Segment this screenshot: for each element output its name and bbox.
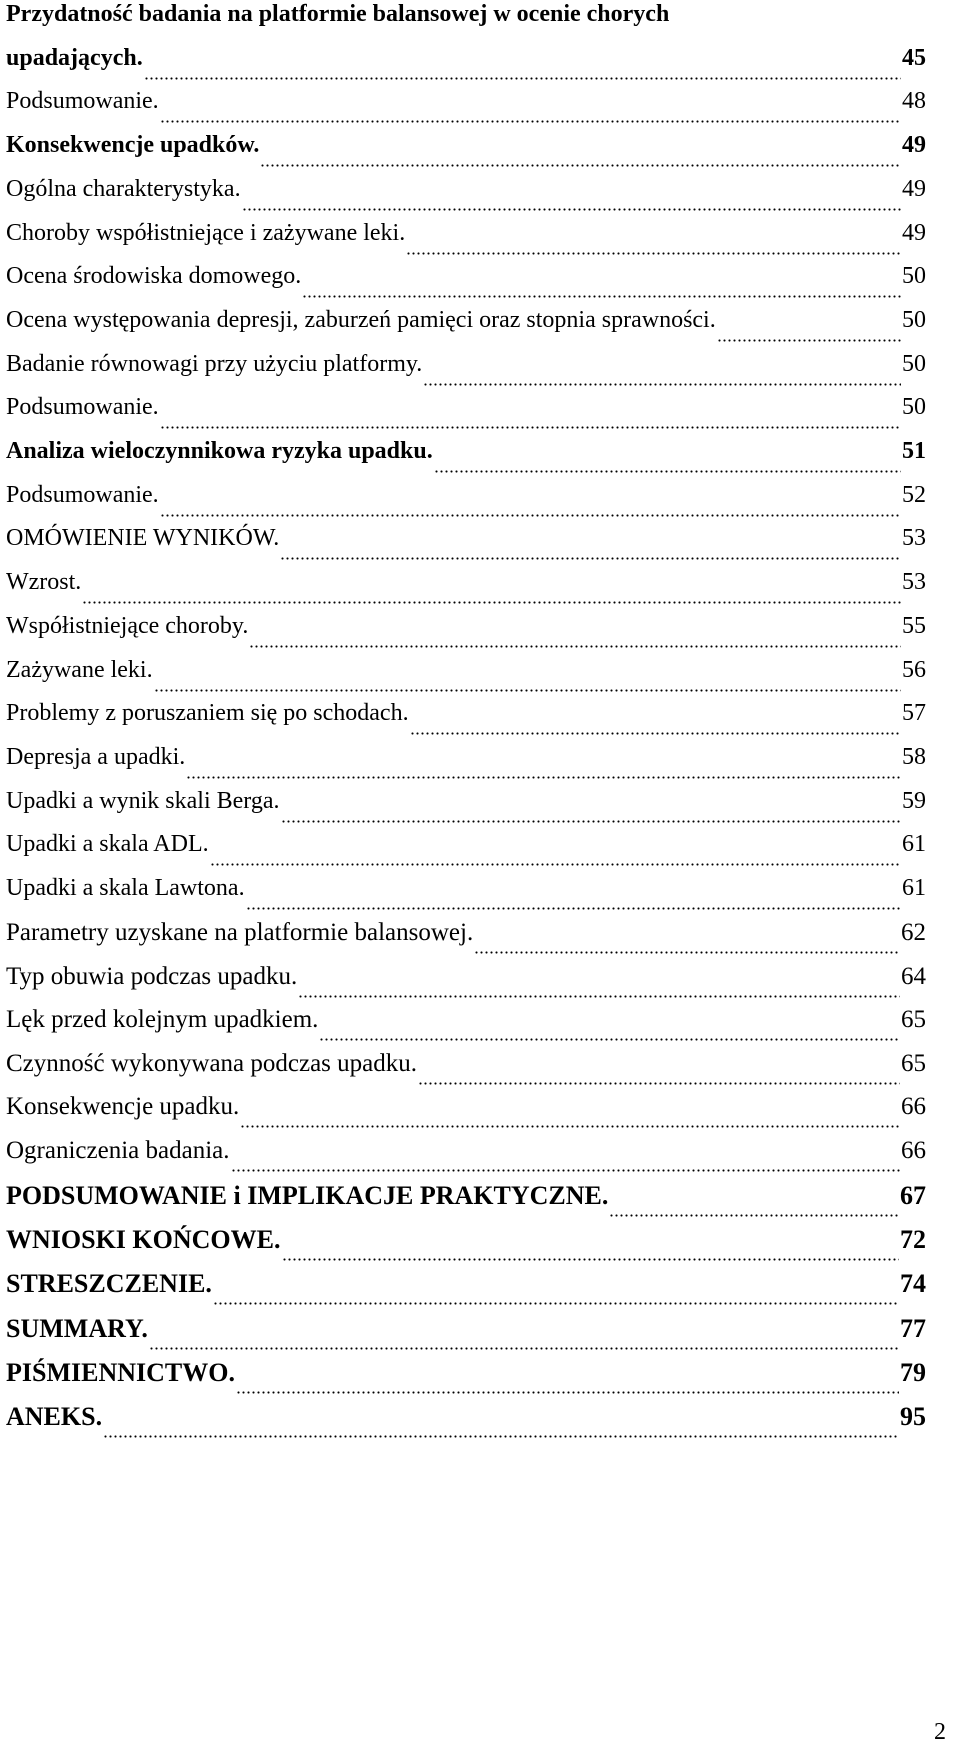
toc-entry-title: Ocena środowiska domowego. <box>6 263 302 290</box>
toc-entry-title: Współistniejące choroby. <box>6 612 249 639</box>
toc-entry-page: 45 <box>902 44 926 71</box>
toc-entry-leader <box>609 1214 899 1217</box>
toc-entry-leader <box>210 863 901 866</box>
toc-entry-title: Konsekwencje upadków. <box>6 132 260 159</box>
toc-entry <box>6 2 926 42</box>
toc-entry-leader <box>418 1082 900 1085</box>
toc-entry-title: SUMMARY. <box>6 1313 148 1343</box>
toc-entry-leader <box>280 557 901 560</box>
toc-entry-leader <box>249 645 901 648</box>
toc-entry-page: 55 <box>902 612 926 639</box>
toc-entry <box>6 264 926 304</box>
toc-entry <box>6 614 926 654</box>
toc-entry-page: 49 <box>902 132 926 159</box>
toc-entry-title: OMÓWIENIE WYNIKÓW. <box>6 525 280 552</box>
toc-entry-leader <box>103 1435 899 1438</box>
toc-entry-leader <box>160 426 901 429</box>
toc-entry-title: PODSUMOWANIE i IMPLIKACJE PRAKTYCZNE. <box>6 1181 609 1210</box>
toc-entry-title: Depresja a upadki. <box>6 743 186 770</box>
toc-entry-title: Ocena występowania depresji, zaburzeń pamięci oraz stopnia sprawności. <box>6 306 716 333</box>
toc-entry <box>6 876 926 916</box>
toc-entry-title: WNIOSKI KOŃCOWE. <box>6 1225 281 1255</box>
toc-entry-leader <box>149 1347 899 1350</box>
toc-entry-page: 58 <box>902 743 926 770</box>
toc-entry-page: 79 <box>900 1357 926 1387</box>
toc-entry-page: 74 <box>900 1269 926 1299</box>
toc-entry-leader <box>160 514 901 517</box>
toc-entry-title: Konsekwencje upadku. <box>6 1093 240 1120</box>
toc-entry-page: 67 <box>900 1181 926 1210</box>
toc-entry-leader <box>236 1391 899 1394</box>
toc-entry <box>6 832 926 872</box>
toc-entry <box>6 439 926 479</box>
toc-entry-page: 61 <box>902 875 926 901</box>
toc-entry-page: 61 <box>902 831 926 858</box>
toc-entry <box>6 177 926 217</box>
toc-entry-title: Typ obuwia podczas upadku. <box>6 962 298 990</box>
toc-entry-title: Choroby współistniejące i zażywane leki. <box>6 219 406 246</box>
toc-entry-title: Przydatność badania na platformie balansowej w ocenie chorych <box>6 1 670 27</box>
toc-entry-title: ANEKS. <box>6 1402 103 1431</box>
toc-entry-leader <box>160 120 901 123</box>
toc-entry <box>6 1094 926 1134</box>
toc-entry-title: upadających. <box>6 44 143 71</box>
toc-entry-leader <box>231 1169 901 1172</box>
toc-entry-title: Podsumowanie. <box>6 481 159 508</box>
toc-entry <box>6 745 926 785</box>
toc-entry-leader <box>298 995 900 998</box>
toc-entry-title: Podsumowanie. <box>6 394 159 421</box>
toc-entry-leader <box>302 295 901 298</box>
toc-entry <box>6 1138 926 1178</box>
toc-entry-page: 53 <box>902 525 926 552</box>
toc-entry <box>6 658 926 698</box>
toc-entry <box>6 701 926 741</box>
toc-entry-page: 72 <box>900 1225 926 1255</box>
toc-entry-title: Parametry uzyskane na platformie balansowej. <box>6 919 474 946</box>
toc-entry-leader <box>282 1258 900 1261</box>
toc-entry-title: Upadki a skala ADL. <box>6 831 209 858</box>
toc-entry-page: 52 <box>902 481 926 508</box>
toc-entry-title: Podsumowanie. <box>6 88 159 115</box>
toc-entry-leader <box>717 339 901 342</box>
toc-entry-page: 50 <box>902 263 926 290</box>
toc-entry-leader <box>213 1302 899 1305</box>
toc-entry <box>6 308 926 348</box>
toc-entry-title: Analiza wieloczynnikowa ryzyka upadku. <box>6 438 433 464</box>
toc-entry <box>6 221 926 261</box>
toc-entry-title: Lęk przed kolejnym upadkiem. <box>6 1006 319 1033</box>
toc-entry-page: 48 <box>902 88 926 115</box>
toc-entry-leader <box>246 907 901 910</box>
toc-entry <box>6 526 926 566</box>
toc-entry <box>6 920 926 960</box>
toc-entry-page: 56 <box>902 656 926 683</box>
toc-entry-page: 77 <box>900 1313 926 1343</box>
toc-entry-leader <box>82 601 901 604</box>
toc-entry-page: 50 <box>902 350 926 377</box>
toc-entry-page: 62 <box>901 919 926 946</box>
toc-entry <box>6 1313 926 1356</box>
toc-entry-page: 66 <box>901 1093 926 1120</box>
toc-entry-title: Czynność wykonywana podczas upadku. <box>6 1049 418 1077</box>
toc-entry-leader <box>281 820 901 823</box>
toc-entry <box>6 964 926 1004</box>
toc-entry-page: 49 <box>902 175 926 202</box>
toc-entry-page: 50 <box>902 394 926 421</box>
toc-entry-title: Badanie równowagi przy użyciu platformy. <box>6 350 423 377</box>
toc-entry-page: 66 <box>901 1136 926 1164</box>
toc-entry <box>6 133 926 173</box>
toc-entry-page: 65 <box>901 1006 926 1033</box>
toc-entry-page: 95 <box>900 1402 926 1431</box>
toc-entry <box>6 789 926 829</box>
toc-entry <box>6 395 926 435</box>
toc-entry <box>6 352 926 392</box>
toc-entry-page: 59 <box>902 787 926 814</box>
toc-entry <box>6 1271 926 1311</box>
toc-entry <box>6 1227 926 1267</box>
toc-entry <box>6 1007 926 1047</box>
toc-entry-leader <box>423 383 901 386</box>
toc-entry-leader <box>240 1125 900 1128</box>
toc-entry-title: Wzrost. <box>6 569 82 596</box>
toc-entry <box>6 1404 926 1444</box>
toc-entry-page: 64 <box>901 962 926 990</box>
toc-entry-leader <box>319 1038 900 1041</box>
toc-entry-title: Problemy z poruszaniem się po schodach. <box>6 700 409 727</box>
toc-entry-title: Ogólna charakterystyka. <box>6 175 241 202</box>
toc-entry-page: 53 <box>902 569 926 596</box>
toc-entry-leader <box>406 252 901 255</box>
toc-entry-title: Ograniczenia badania. <box>6 1136 230 1164</box>
toc-entry-title: Upadki a wynik skali Berga. <box>6 787 280 814</box>
toc-entry-leader <box>474 951 900 954</box>
toc-entry-leader <box>144 77 901 80</box>
toc-entry-leader <box>154 689 901 692</box>
toc-entry <box>6 483 926 523</box>
toc-entry-page: 65 <box>901 1049 926 1077</box>
toc-entry-leader <box>410 732 901 735</box>
toc-entry <box>6 46 926 86</box>
page-number: 2 <box>934 1719 946 1745</box>
toc-entry-page: 49 <box>902 219 926 246</box>
toc-entry-title: PIŚMIENNICTWO. <box>6 1357 235 1387</box>
toc-entry-page: 57 <box>902 700 926 727</box>
toc-entry <box>6 1051 926 1091</box>
toc-entry <box>6 89 926 129</box>
toc-entry-leader <box>434 470 901 473</box>
toc-entry-leader <box>242 208 901 211</box>
toc-entry-title: Zażywane leki. <box>6 656 153 683</box>
toc-entry-leader <box>260 164 901 167</box>
toc-entry-page: 51 <box>902 438 926 464</box>
toc-entry-page: 50 <box>902 306 926 333</box>
toc-entry-title: Upadki a skala Lawtona. <box>6 875 245 901</box>
toc-entry <box>6 1357 926 1400</box>
toc-entry-title: STRESZCZENIE. <box>6 1269 212 1299</box>
toc-entry-leader <box>186 776 901 779</box>
toc-entry <box>6 570 926 610</box>
toc-entry <box>6 1183 926 1223</box>
